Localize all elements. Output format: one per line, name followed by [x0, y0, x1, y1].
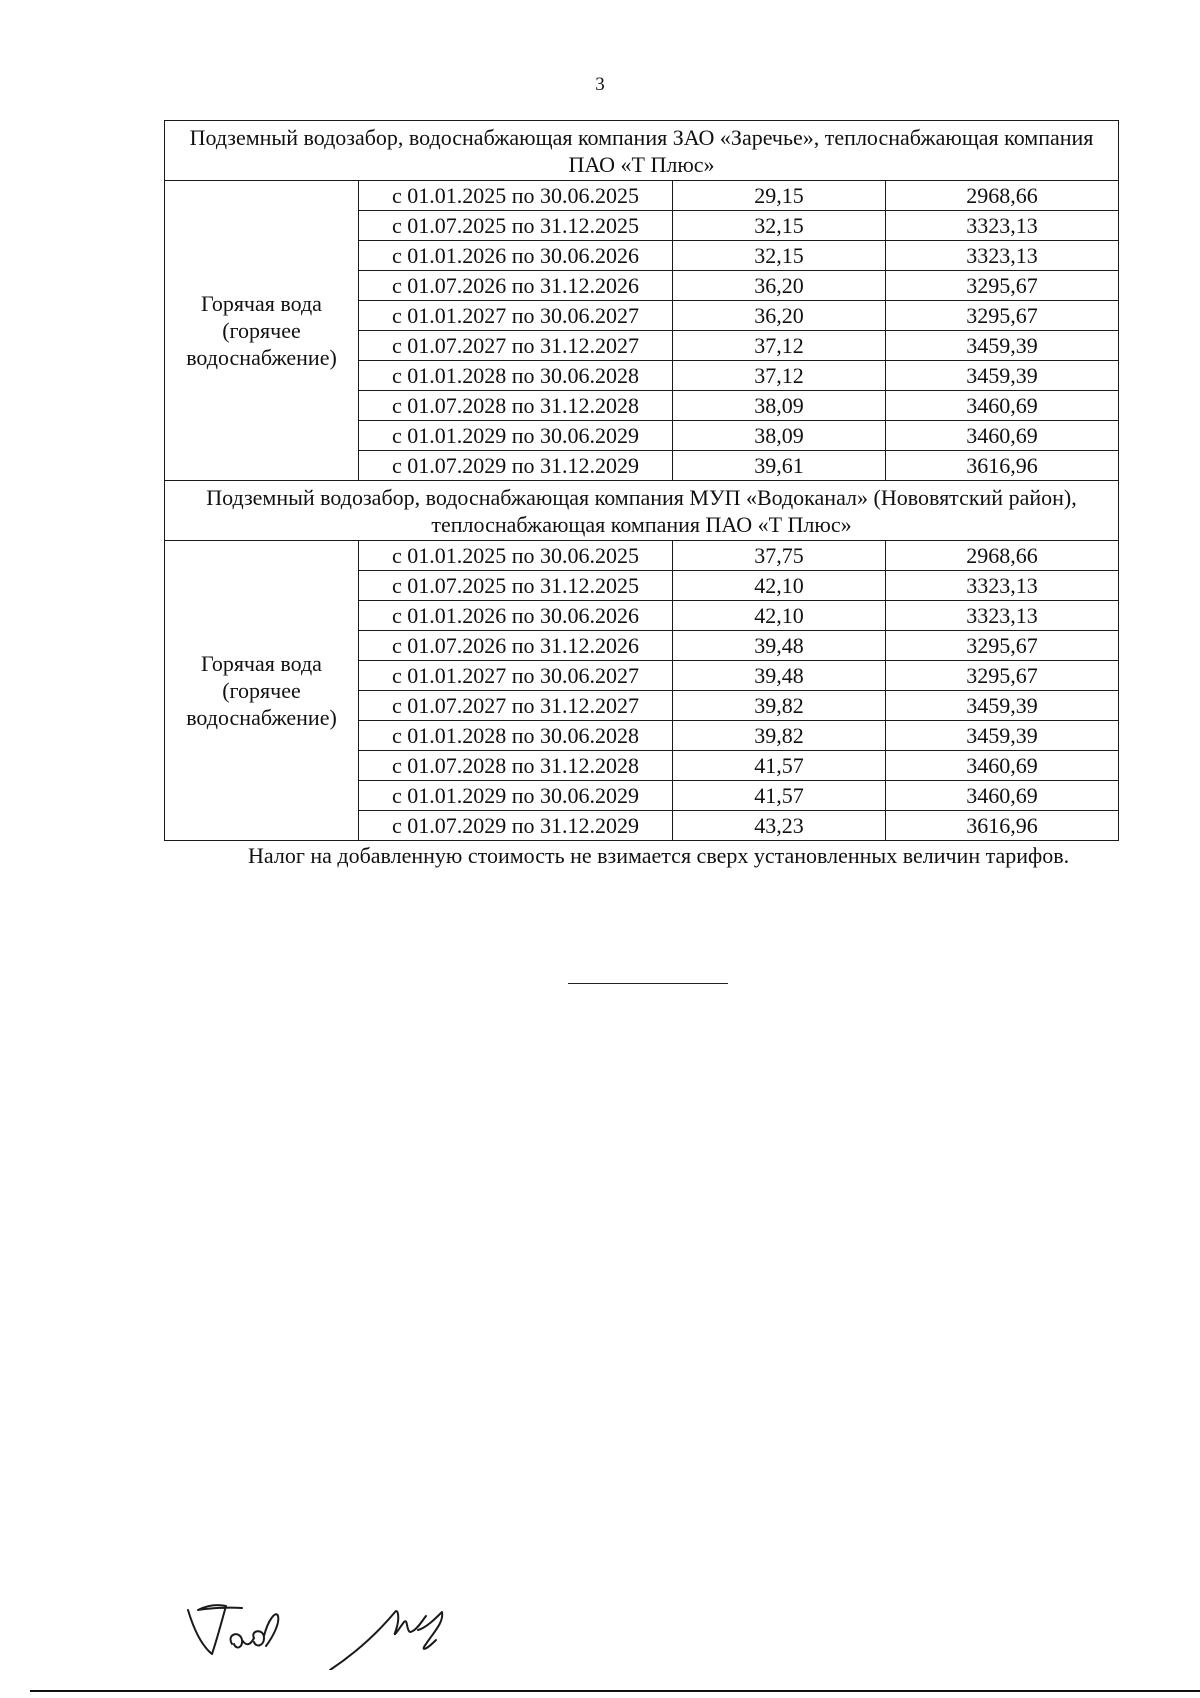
rate2-cell: 3460,69	[886, 781, 1119, 811]
rate1-cell: 39,48	[673, 661, 886, 691]
period-cell: с 01.07.2027 по 31.12.2027	[359, 331, 673, 361]
rate1-cell: 39,82	[673, 691, 886, 721]
rate2-cell: 3323,13	[886, 601, 1119, 631]
period-cell: с 01.01.2025 по 30.06.2025	[359, 541, 673, 571]
rate2-cell: 3616,96	[886, 811, 1119, 841]
rate1-cell: 36,20	[673, 301, 886, 331]
rate1-cell: 41,57	[673, 751, 886, 781]
period-cell: с 01.07.2029 по 31.12.2029	[359, 811, 673, 841]
tariff-table-body	[165, 121, 1119, 841]
service-category: Горячая вода (горячее водоснабжение)	[165, 541, 359, 841]
period-cell: с 01.01.2026 по 30.06.2026	[359, 241, 673, 271]
rate2-cell: 3295,67	[886, 661, 1119, 691]
period-cell: с 01.07.2025 по 31.12.2025	[359, 211, 673, 241]
footer-rule	[30, 1690, 1200, 1692]
rate1-cell: 42,10	[673, 571, 886, 601]
period-cell: с 01.01.2029 по 30.06.2029	[359, 421, 673, 451]
rate1-cell: 38,09	[673, 391, 886, 421]
page-number: 3	[595, 74, 605, 95]
tariff-table	[164, 120, 1119, 841]
rate1-cell: 39,61	[673, 451, 886, 481]
rate2-cell: 3460,69	[886, 391, 1119, 421]
rate2-cell: 3323,13	[886, 571, 1119, 601]
period-cell: с 01.01.2028 по 30.06.2028	[359, 361, 673, 391]
rate1-cell: 32,15	[673, 241, 886, 271]
rate1-cell: 37,12	[673, 331, 886, 361]
rate2-cell: 3616,96	[886, 451, 1119, 481]
period-cell: с 01.01.2028 по 30.06.2028	[359, 721, 673, 751]
rate2-cell: 3459,39	[886, 361, 1119, 391]
rate1-cell: 39,82	[673, 721, 886, 751]
rate1-cell: 38,09	[673, 421, 886, 451]
rate1-cell: 41,57	[673, 781, 886, 811]
period-cell: с 01.07.2028 по 31.12.2028	[359, 751, 673, 781]
rate1-cell: 43,23	[673, 811, 886, 841]
rate2-cell: 3295,67	[886, 631, 1119, 661]
rate2-cell: 3460,69	[886, 751, 1119, 781]
period-cell: с 01.07.2027 по 31.12.2027	[359, 691, 673, 721]
period-cell: с 01.01.2029 по 30.06.2029	[359, 781, 673, 811]
signature-initials	[180, 1590, 490, 1670]
rate1-cell: 37,75	[673, 541, 886, 571]
rate1-cell: 36,20	[673, 271, 886, 301]
table-row	[165, 541, 1119, 571]
period-cell: с 01.07.2028 по 31.12.2028	[359, 391, 673, 421]
rate2-cell: 3323,13	[886, 211, 1119, 241]
table-row	[165, 181, 1119, 211]
section-header-row	[165, 481, 1119, 541]
end-of-document-rule	[568, 983, 728, 984]
rate1-cell: 32,15	[673, 211, 886, 241]
vat-note: Налог на добавленную стоимость не взимается сверх установленных величин тарифов.	[248, 843, 1070, 868]
rate2-cell: 3295,67	[886, 301, 1119, 331]
period-cell: с 01.07.2026 по 31.12.2026	[359, 631, 673, 661]
section-header-row	[165, 121, 1119, 181]
rate1-cell: 42,10	[673, 601, 886, 631]
rate2-cell: 3459,39	[886, 691, 1119, 721]
service-category: Горячая вода (горячее водоснабжение)	[165, 181, 359, 481]
rate1-cell: 39,48	[673, 631, 886, 661]
period-cell: с 01.01.2027 по 30.06.2027	[359, 661, 673, 691]
period-cell: с 01.07.2029 по 31.12.2029	[359, 451, 673, 481]
rate2-cell: 3295,67	[886, 271, 1119, 301]
period-cell: с 01.01.2026 по 30.06.2026	[359, 601, 673, 631]
rate1-cell: 37,12	[673, 361, 886, 391]
section-header: Подземный водозабор, водоснабжающая компания МУП «Водоканал» (Нововятский район), теплоснабжающая компания ПАО «Т Плюс»	[165, 481, 1119, 541]
rate2-cell: 2968,66	[886, 181, 1119, 211]
rate1-cell: 29,15	[673, 181, 886, 211]
section-header: Подземный водозабор, водоснабжающая компания ЗАО «Заречье», теплоснабжающая компания ПАО «Т Плюс»	[165, 121, 1119, 181]
rate2-cell: 3460,69	[886, 421, 1119, 451]
rate2-cell: 3323,13	[886, 241, 1119, 271]
rate2-cell: 2968,66	[886, 541, 1119, 571]
period-cell: с 01.01.2025 по 30.06.2025	[359, 181, 673, 211]
period-cell: с 01.07.2026 по 31.12.2026	[359, 271, 673, 301]
rate2-cell: 3459,39	[886, 721, 1119, 751]
period-cell: с 01.01.2027 по 30.06.2027	[359, 301, 673, 331]
period-cell: с 01.07.2025 по 31.12.2025	[359, 571, 673, 601]
rate2-cell: 3459,39	[886, 331, 1119, 361]
